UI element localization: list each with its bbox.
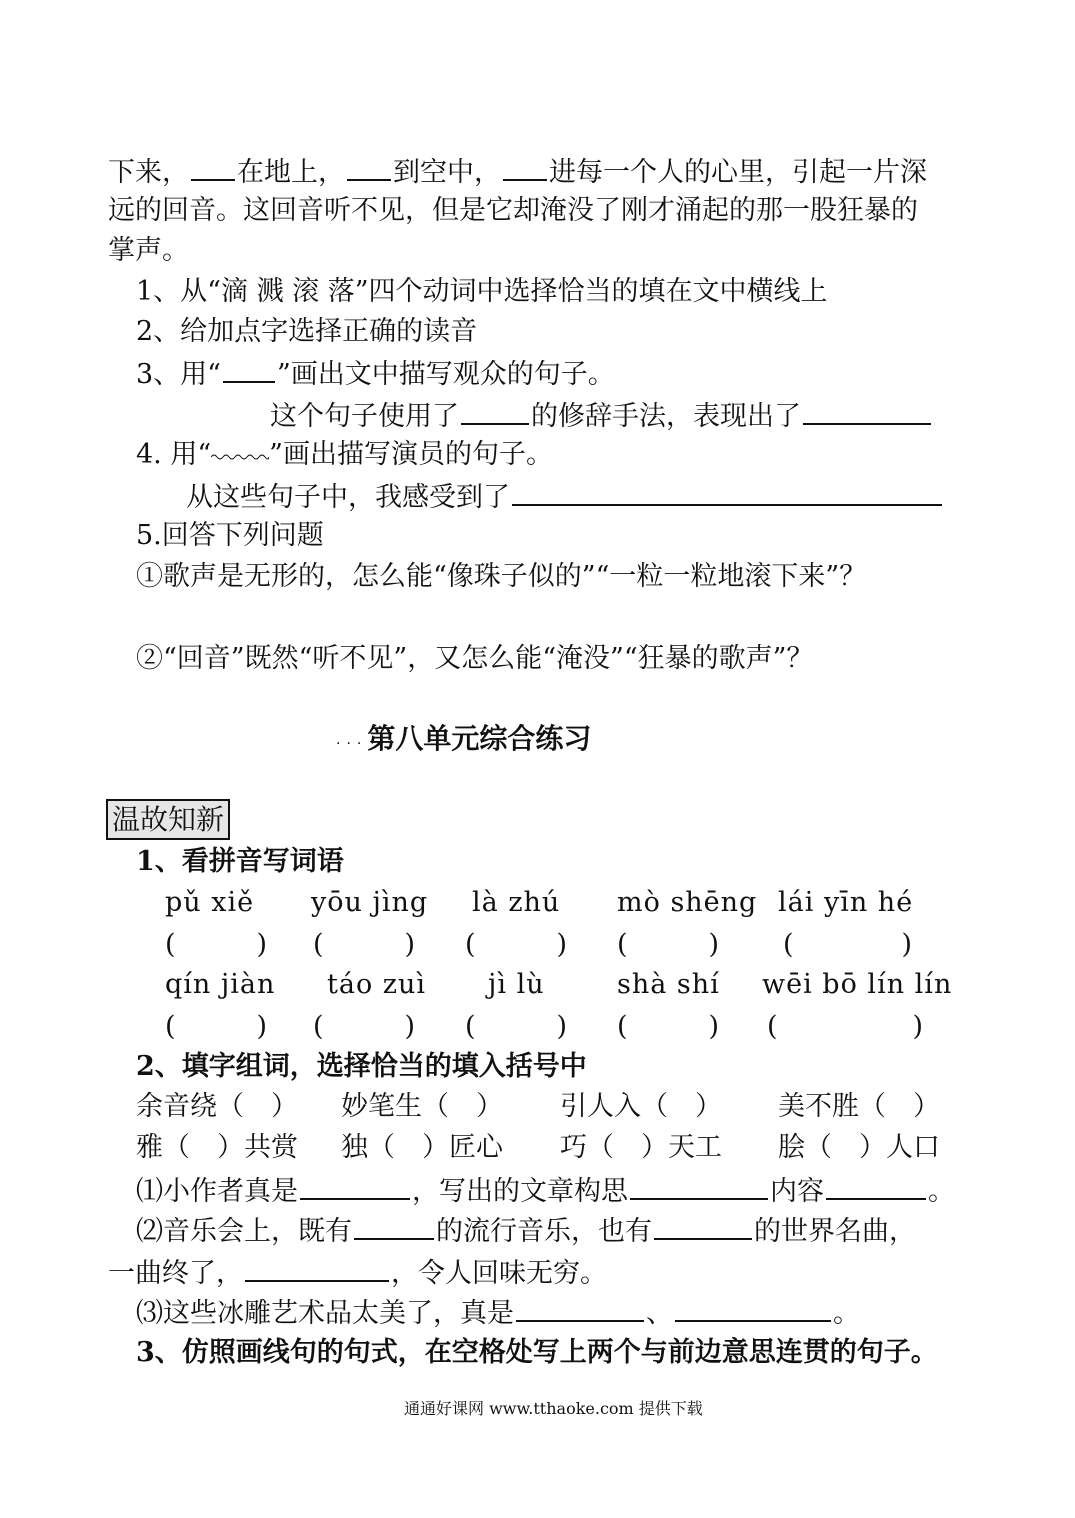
answer-paren[interactable]: ( ) (617, 1011, 720, 1042)
pinyin: pǔ xiě (165, 887, 255, 918)
text: 的流行音乐，也有 (436, 1216, 652, 1247)
idiom-item[interactable]: 雅（ ）共赏 (136, 1132, 298, 1163)
section-label-row (106, 803, 230, 838)
fill-blank[interactable] (512, 478, 942, 506)
idiom-item[interactable]: 独（ ）匠心 (341, 1132, 503, 1163)
answer-paren[interactable]: ( ) (313, 929, 416, 960)
part1-heading: 1、看拼音写词语 (136, 846, 344, 877)
answer-paren[interactable]: ( ) (783, 929, 913, 960)
question-5-1: ①歌声是无形的，怎么能“像珠子似的”“一粒一粒地滚下来”？ (136, 561, 867, 592)
text: 。 (833, 1298, 860, 1329)
question-2: 2、给加点字选择正确的读音 (136, 316, 478, 347)
pinyin: lái yīn hé (778, 887, 914, 918)
answer-paren[interactable]: ( ) (165, 929, 268, 960)
text: 从这些句子中，我感受到了 (186, 482, 510, 513)
question-5: 5.回答下列问题 (136, 520, 324, 551)
dots-decoration: ··· (336, 736, 368, 752)
fill-blank[interactable] (630, 1172, 768, 1200)
pinyin: shà shí (617, 969, 720, 1000)
text: ”画出描写演员的句子。 (269, 439, 553, 470)
fill-blank[interactable] (654, 1212, 752, 1240)
answer-paren[interactable]: ( ) (465, 1011, 568, 1042)
text: ⑴小作者真是 (136, 1176, 298, 1207)
fill-blank[interactable] (300, 1172, 410, 1200)
unit-title: 第八单元综合练习 (367, 722, 592, 755)
section-label: 温故知新 (106, 799, 230, 840)
pinyin: mò shēng (617, 887, 758, 918)
text: 在地上， (237, 157, 345, 188)
text: 下来， (108, 157, 189, 188)
question-4-sub (186, 478, 944, 515)
text: 到空中， (393, 157, 501, 188)
fill-blank[interactable] (503, 153, 547, 181)
fill-blank[interactable] (347, 153, 391, 181)
text: ，令人回味无穷。 (391, 1258, 607, 1289)
text: 的世界名曲， (754, 1216, 916, 1247)
part3-heading (136, 1336, 938, 1370)
text: 的修辞手法，表现出了 (531, 401, 801, 432)
pinyin: yōu jìng (311, 887, 429, 918)
idiom-row-1 (0, 1090, 1075, 1124)
sentence-3 (136, 1294, 860, 1331)
text: 。 (928, 1176, 955, 1207)
text: 4. 用“ (136, 439, 212, 470)
idiom-item[interactable]: 余音绕（ ） (136, 1091, 298, 1122)
idiom-item[interactable]: 脍（ ）人口 (778, 1132, 940, 1163)
question-3 (136, 355, 615, 392)
unit-title-row (336, 722, 591, 761)
pinyin-row-1 (0, 886, 1075, 920)
text: 3、仿照画线句的句式，在空格处写上两个与前边意思连贯的句子。 (136, 1337, 938, 1368)
passage-line-2: 远的回音。这回音听不见，但是它却淹没了刚才涌起的那一股狂暴的 (108, 195, 918, 226)
underline-sample (223, 355, 275, 383)
answer-row-2 (0, 1010, 1075, 1044)
passage-line-1 (108, 153, 927, 190)
answer-paren[interactable]: ( ) (617, 929, 720, 960)
idiom-item[interactable]: 引人入（ ） (560, 1091, 722, 1122)
text: 进每一个人的心里，引起一片深 (549, 157, 927, 188)
fill-blank[interactable] (826, 1172, 926, 1200)
fill-blank[interactable] (461, 397, 529, 425)
answer-paren[interactable]: ( ) (165, 1011, 268, 1042)
answer-paren[interactable]: ( ) (767, 1011, 924, 1042)
answer-row-1 (0, 928, 1075, 962)
pinyin: táo zuì (327, 969, 427, 1000)
idiom-item[interactable]: 美不胜（ ） (778, 1091, 940, 1122)
fill-blank[interactable] (803, 397, 931, 425)
fill-blank[interactable] (516, 1294, 644, 1322)
pinyin: qín jiàn (165, 969, 276, 1000)
answer-paren[interactable]: ( ) (313, 1011, 416, 1042)
answer-paren[interactable]: ( ) (465, 929, 568, 960)
text: ⑶这些冰雕艺术品太美了，真是 (136, 1298, 514, 1329)
wavy-underline-icon (211, 437, 269, 463)
question-1: 1、从“滴 溅 滚 落”四个动词中选择恰当的填在文中横线上 (136, 276, 828, 307)
fill-blank[interactable] (354, 1212, 434, 1240)
sentence-2-cont (108, 1254, 607, 1291)
fill-blank[interactable] (675, 1294, 831, 1322)
idiom-item[interactable]: 巧（ ）天工 (560, 1132, 722, 1163)
text: 、 (646, 1298, 673, 1329)
text: ，写出的文章构思 (412, 1176, 628, 1207)
part2-heading: 2、填字组词，选择恰当的填入括号中 (136, 1051, 587, 1082)
fill-blank[interactable] (191, 153, 235, 181)
sentence-1 (136, 1172, 955, 1209)
question-3-sub (270, 397, 933, 434)
text: 一曲终了， (108, 1258, 243, 1289)
text: ⑵音乐会上，既有 (136, 1216, 352, 1247)
text: 这个句子使用了 (270, 401, 459, 432)
sentence-2 (136, 1212, 916, 1249)
question-5-2: ②“回音”既然“听不见”，又怎么能“淹没”“狂暴的歌声”？ (136, 643, 814, 674)
footer: 通通好课网 www.tthaoke.com 提供下载 (404, 1399, 703, 1418)
text: 内容 (770, 1176, 824, 1207)
pinyin: jì lù (488, 969, 545, 1000)
fill-blank[interactable] (245, 1254, 389, 1282)
text: ”画出文中描写观众的句子。 (276, 359, 615, 390)
pinyin: là zhú (472, 887, 561, 918)
passage-line-3: 掌声。 (108, 235, 189, 266)
text: 3、用“ (136, 359, 221, 390)
pinyin-row-2 (0, 968, 1075, 1002)
question-4 (136, 437, 553, 472)
pinyin: wēi bō lín lín (762, 969, 953, 1000)
idiom-item[interactable]: 妙笔生（ ） (341, 1091, 503, 1122)
idiom-row-2 (0, 1131, 1075, 1165)
